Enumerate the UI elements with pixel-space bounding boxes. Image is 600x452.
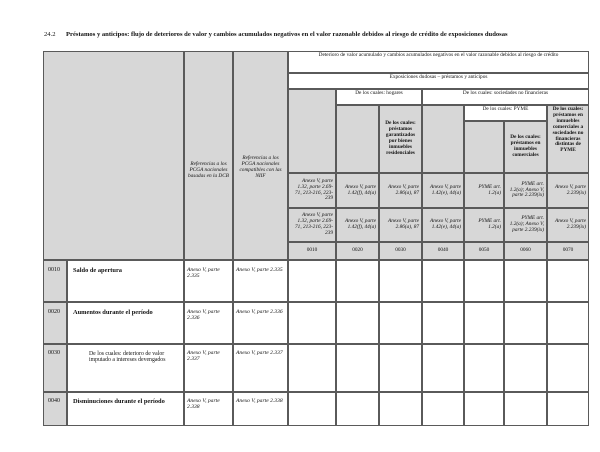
col-code-0020: 0020	[336, 242, 379, 260]
data-cell-0030-0070[interactable]	[547, 344, 589, 392]
ref1-col-0070: Anexo V, parte 2.239(ix)	[547, 173, 589, 208]
header-blank-snf	[422, 105, 464, 173]
data-cell-0010-0030[interactable]	[379, 260, 422, 302]
header-blank-total	[288, 89, 336, 173]
row-ref-niif: Anexo V, parte 2.338	[233, 392, 288, 426]
row-label: Saldo de apertura	[67, 260, 184, 302]
header-pyme: De los cuales: PYME	[464, 105, 547, 121]
header-pyme-comerciales: De los cuales: préstamos en inmuebles comerciales	[504, 121, 547, 173]
row-label: Disminuciones durante el período	[67, 392, 184, 426]
section-number: 24.2	[44, 31, 56, 38]
ref2-col-0010: Anexo V, parte 1.32, parte 2.69-71, 213-216, 223-239	[288, 208, 336, 242]
data-cell-0040-0010[interactable]	[288, 392, 336, 426]
row-label: De los cuales: deterioro de valor imputado a intereses devengados	[67, 344, 184, 392]
col-code-0070: 0070	[547, 242, 589, 260]
data-cell-0010-0040[interactable]	[422, 260, 464, 302]
data-cell-0040-0020[interactable]	[336, 392, 379, 426]
header-hogares: De los cuales: hogares	[336, 89, 422, 105]
data-cell-0010-0050[interactable]	[464, 260, 504, 302]
header-blank-pyme	[464, 121, 504, 173]
col-code-0040: 0040	[422, 242, 464, 260]
data-cell-0020-0010[interactable]	[288, 302, 336, 344]
data-cell-0030-0040[interactable]	[422, 344, 464, 392]
col-code-0030: 0030	[379, 242, 422, 260]
ref1-col-0060: PYME art. 1.2(a); Anexo V, parte 2.239(ix)	[504, 173, 547, 208]
data-cell-0020-0040[interactable]	[422, 302, 464, 344]
ref1-col-0010: Anexo V, parte 1.32, parte 2.69-71, 213-216, 223-239	[288, 173, 336, 208]
data-cell-0020-0020[interactable]	[336, 302, 379, 344]
row-code: 0040	[43, 392, 67, 426]
data-cell-0030-0060[interactable]	[504, 344, 547, 392]
row-ref-dcb: Anexo V, parte 2.336	[184, 302, 233, 344]
data-cell-0040-0030[interactable]	[379, 392, 422, 426]
header-snf-comerciales: De los cuales: préstamos en inmuebles comerciales a sociedades no financieras distintas de PYME	[547, 105, 589, 173]
ref2-col-0030: Anexo V, parte 2.86(a), 87	[379, 208, 422, 242]
header-corner	[43, 51, 184, 260]
data-cell-0010-0010[interactable]	[288, 260, 336, 302]
ref1-col-0050: PYME art. 1.2(a)	[464, 173, 504, 208]
data-cell-0010-0070[interactable]	[547, 260, 589, 302]
data-cell-0020-0060[interactable]	[504, 302, 547, 344]
section-title	[44, 31, 508, 38]
header-snf: De los cuales: sociedades no financieras	[422, 89, 589, 105]
data-cell-0040-0050[interactable]	[464, 392, 504, 426]
col-code-0010: 0010	[288, 242, 336, 260]
row-ref-dcb: Anexo V, parte 2.337	[184, 344, 233, 392]
ref1-col-0030: Anexo V, parte 2.86(a), 87	[379, 173, 422, 208]
header-main: Deterioro de valor acumulado y cambios acumulados negativos en el valor razonable debidos al riesgo de crédito	[288, 51, 589, 73]
row-ref-dcb: Anexo V, parte 2.338	[184, 392, 233, 426]
section-title-text: Préstamos y anticipos: flujo de deterioros de valor y cambios acumulados negativos en el valor razonable debidos al riesgo de crédito de exposiciones dudosas	[66, 31, 508, 38]
header-exposures: Exposiciones dudosas – préstamos y anticipos	[288, 73, 589, 89]
row-ref-niif: Anexo V, parte 2.337	[233, 344, 288, 392]
col-code-0050: 0050	[464, 242, 504, 260]
ref2-col-0070: Anexo V, parte 2.239(ix)	[547, 208, 589, 242]
data-cell-0040-0070[interactable]	[547, 392, 589, 426]
ref2-col-0040: Anexo V, parte 1.42(e), 44(a)	[422, 208, 464, 242]
data-cell-0030-0020[interactable]	[336, 344, 379, 392]
row-code: 0030	[43, 344, 67, 392]
ref1-col-0020: Anexo V, parte 1.42(f), 44(a)	[336, 173, 379, 208]
ref1-col-0040: Anexo V, parte 1.42(e), 44(a)	[422, 173, 464, 208]
row-ref-dcb: Anexo V, parte 2.335	[184, 260, 233, 302]
col-code-0060: 0060	[504, 242, 547, 260]
header-garantizados: De los cuales: préstamos garantizados por bienes inmuebles residenciales	[379, 105, 422, 173]
row-label: Aumentos durante el período	[67, 302, 184, 344]
data-cell-0030-0050[interactable]	[464, 344, 504, 392]
data-cell-0010-0060[interactable]	[504, 260, 547, 302]
ref2-col-0020: Anexo V, parte 1.42(f), 44(a)	[336, 208, 379, 242]
header-ref-dcb: Referencias a los PCGA nacionales basadas en la DCB	[184, 51, 233, 260]
data-cell-0040-0060[interactable]	[504, 392, 547, 426]
header-ref-niif: Referencias a los PCGA nacionales compatibles con las NIIF	[233, 51, 288, 260]
row-ref-niif: Anexo V, parte 2.335	[233, 260, 288, 302]
data-cell-0030-0030[interactable]	[379, 344, 422, 392]
data-cell-0020-0030[interactable]	[379, 302, 422, 344]
row-code: 0010	[43, 260, 67, 302]
data-cell-0020-0050[interactable]	[464, 302, 504, 344]
row-code: 0020	[43, 302, 67, 344]
header-blank-hogares	[336, 105, 379, 173]
data-cell-0030-0010[interactable]	[288, 344, 336, 392]
row-ref-niif: Anexo V, parte 2.336	[233, 302, 288, 344]
data-cell-0040-0040[interactable]	[422, 392, 464, 426]
data-cell-0020-0070[interactable]	[547, 302, 589, 344]
flow-table	[43, 51, 589, 426]
ref2-col-0060: PYME art. 1.2(a); Anexo V, parte 2.239(ix)	[504, 208, 547, 242]
ref2-col-0050: PYME art. 1.2(a)	[464, 208, 504, 242]
data-cell-0010-0020[interactable]	[336, 260, 379, 302]
